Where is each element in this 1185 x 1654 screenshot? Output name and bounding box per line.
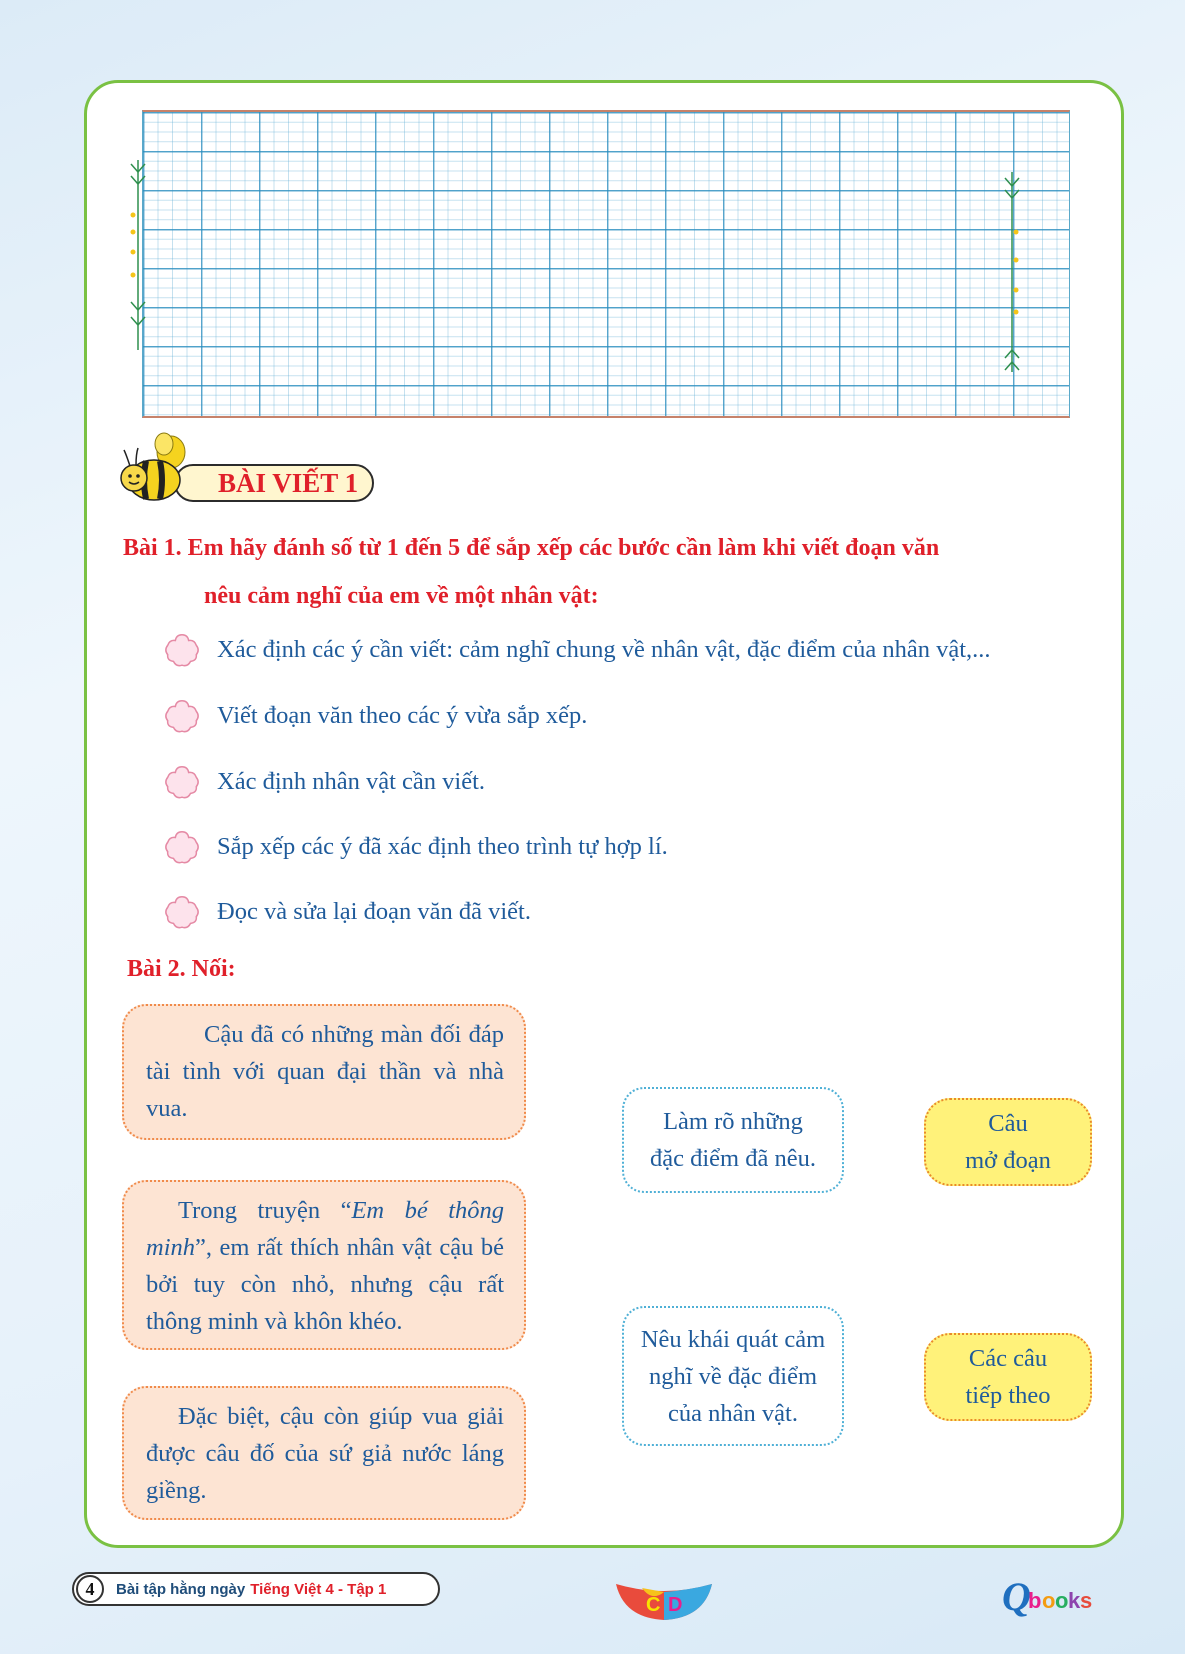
series-letter-c: C bbox=[646, 1594, 661, 1616]
handwriting-grid[interactable] bbox=[142, 110, 1070, 418]
svg-text:k: k bbox=[1068, 1588, 1081, 1613]
purpose-box-2[interactable] bbox=[622, 1306, 844, 1446]
list-item bbox=[163, 762, 485, 802]
story-title: Em bé thông minh bbox=[146, 1197, 505, 1261]
flower-answer-box-icon[interactable] bbox=[163, 631, 201, 669]
flower-answer-box-icon[interactable] bbox=[163, 893, 201, 931]
sentence-box-2-text bbox=[146, 1192, 504, 1340]
list-item-text: Viết đoạn văn theo các ý vừa sắp xếp. bbox=[217, 702, 588, 729]
sentence-box-3-text: Đặc biệt, cậu còn giúp vua giải được câu đố của sứ giả nước láng giềng. bbox=[146, 1403, 504, 1504]
sentence-box-2-text-a: Trong truyện “ bbox=[178, 1197, 352, 1224]
purpose-box-1-line1: Làm rõ những bbox=[663, 1108, 803, 1135]
svg-text:Q: Q bbox=[1002, 1574, 1031, 1619]
series-letter-d: D bbox=[668, 1594, 683, 1616]
purpose-box-2-text bbox=[641, 1321, 825, 1432]
sentence-box-1-text: Cậu đã có những màn đối đáp tài tình với quan đại thần và nhà vua. bbox=[146, 1021, 504, 1122]
list-item-text: Xác định các ý cần viết: cảm nghĩ chung về nhân vật, đặc điểm của nhân vật,... bbox=[217, 636, 991, 663]
purpose-box-2-line2: nghĩ về đặc điểm bbox=[648, 1362, 818, 1390]
sentence-box-3[interactable] bbox=[122, 1386, 526, 1520]
page-number: 4 bbox=[76, 1575, 104, 1603]
svg-text:s: s bbox=[1080, 1588, 1093, 1613]
list-item bbox=[163, 696, 587, 736]
flower-answer-box-icon[interactable] bbox=[163, 697, 201, 735]
section-heading-label: BÀI VIẾT 1 bbox=[174, 464, 374, 502]
list-item-text: Xác định nhân vật cần viết. bbox=[217, 768, 486, 795]
purpose-box-1-line2: đặc điểm đã nêu. bbox=[650, 1145, 816, 1172]
exercise-1-title-cont: nêu cảm nghĩ của em về một nhân vật: bbox=[204, 583, 599, 609]
purpose-box-1-text bbox=[650, 1103, 816, 1177]
footer-subject: Tiếng Việt 4 - Tập 1 bbox=[250, 1580, 387, 1598]
part-box-1-text bbox=[965, 1105, 1051, 1179]
sentence-box-2-text-b: ”, em rất thích nhân vật cậu bé bởi tuy còn nhỏ, nhưng cậu rất thông minh và khôn khéo. bbox=[146, 1234, 504, 1335]
left-vine-decoration bbox=[126, 160, 150, 350]
exercise-2-title: Bài 2. Nối: bbox=[127, 956, 236, 982]
purpose-box-2-line1: Nêu khái quát cảm bbox=[640, 1325, 826, 1353]
list-item-text: Đọc và sửa lại đoạn văn đã viết. bbox=[217, 898, 531, 925]
purpose-box-2-line3: của nhân vật. bbox=[668, 1399, 798, 1427]
right-vine-decoration bbox=[1000, 172, 1024, 372]
writing-grid-area bbox=[142, 110, 1070, 418]
qbooks-logo bbox=[1000, 1572, 1110, 1620]
list-item bbox=[163, 892, 531, 932]
flower-answer-box-icon[interactable] bbox=[163, 828, 201, 866]
part-box-2[interactable] bbox=[924, 1333, 1092, 1421]
part-box-2-line1: Các câu bbox=[968, 1345, 1048, 1372]
list-item-text: Sắp xếp các ý đã xác định theo trình tự hợp lí. bbox=[217, 833, 668, 860]
list-item bbox=[163, 827, 668, 867]
svg-text:o: o bbox=[1055, 1588, 1069, 1613]
part-box-2-line2: tiếp theo bbox=[965, 1382, 1051, 1409]
part-box-1-line1: Câu bbox=[988, 1110, 1028, 1137]
sentence-box-1[interactable] bbox=[122, 1004, 526, 1140]
sentence-box-2[interactable] bbox=[122, 1180, 526, 1350]
svg-text:b: b bbox=[1028, 1588, 1042, 1613]
part-box-1[interactable] bbox=[924, 1098, 1092, 1186]
part-box-1-line2: mở đoạn bbox=[965, 1147, 1051, 1174]
footer-book-title: Bài tập hằng ngày bbox=[116, 1580, 246, 1598]
exercise-1-title: Bài 1. Em hãy đánh số từ 1 đến 5 để sắp xếp các bước cần làm khi viết đoạn văn bbox=[123, 535, 940, 561]
purpose-box-1[interactable] bbox=[622, 1087, 844, 1193]
list-item bbox=[163, 630, 991, 670]
svg-text:o: o bbox=[1042, 1588, 1056, 1613]
series-cd-logo-icon bbox=[612, 1578, 716, 1622]
bee-icon bbox=[116, 430, 196, 510]
flower-answer-box-icon[interactable] bbox=[163, 763, 201, 801]
footer-book-info bbox=[72, 1572, 440, 1606]
section-heading bbox=[116, 430, 386, 510]
part-box-2-text bbox=[965, 1340, 1050, 1414]
